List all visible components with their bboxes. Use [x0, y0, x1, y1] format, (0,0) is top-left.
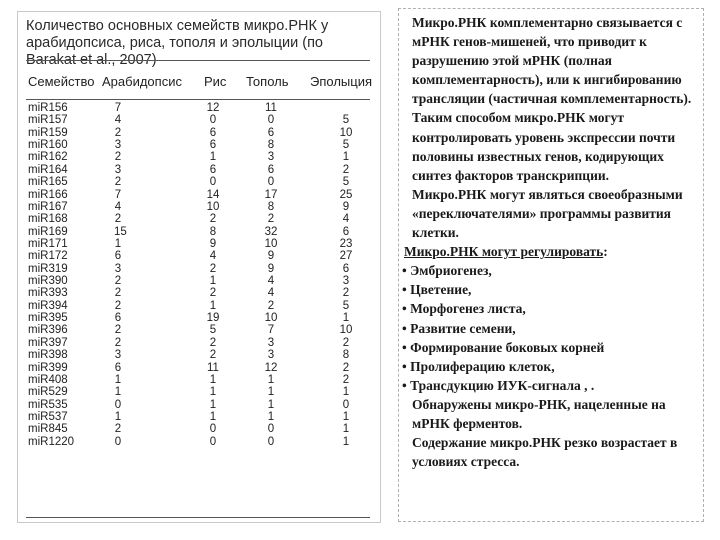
table-row	[18, 176, 382, 188]
cell-poplar: 1	[267, 386, 275, 399]
table-row	[18, 275, 382, 287]
cell-poplar: 7	[267, 324, 275, 337]
cell-poplar: 1	[267, 410, 275, 423]
regulate-label: Микро.РНК могут регулировать	[404, 244, 604, 260]
cell-poplar: 4	[267, 275, 275, 288]
cell-rice: 2	[209, 262, 217, 275]
header-poplar: Тополь	[246, 74, 289, 89]
cell-family: miR535	[28, 398, 68, 411]
table-row	[18, 386, 382, 398]
cell-family: miR398	[28, 349, 68, 362]
header-fourth-species: Эполыция	[310, 74, 373, 89]
cell-rice: 19	[206, 312, 220, 325]
table-row	[18, 189, 382, 201]
cell-poplar: 3	[267, 349, 275, 362]
header-arabidopsis: Арабидопсис	[102, 74, 182, 89]
table-row	[18, 114, 382, 126]
table-row	[18, 349, 382, 361]
table-row	[18, 324, 382, 336]
cell-rice: 1	[209, 410, 217, 423]
table-row	[18, 127, 382, 139]
cell-fourth-species: 4	[342, 213, 350, 226]
cell-family: miR166	[28, 188, 68, 201]
cell-family: miR156	[28, 102, 68, 114]
cell-arabidopsis: 2	[114, 324, 122, 337]
cell-arabidopsis: 2	[114, 287, 122, 300]
regulate-heading	[402, 242, 703, 261]
cell-fourth-species: 2	[342, 361, 350, 374]
cell-poplar: 12	[264, 361, 278, 374]
cell-family: miR319	[28, 262, 68, 275]
cell-fourth-species: 3	[342, 275, 350, 288]
cell-arabidopsis: 1	[114, 373, 122, 386]
cell-family: miR169	[28, 225, 68, 238]
table-row	[18, 250, 382, 262]
table-bottom-rule	[26, 517, 370, 518]
cell-rice: 10	[206, 200, 220, 213]
cell-rice: 6	[209, 139, 217, 152]
table-row	[18, 312, 382, 324]
cell-rice: 0	[209, 435, 217, 448]
bullet-item: • Трансдукцию ИУК-сигнала , .	[402, 377, 595, 393]
cell-family: miR160	[28, 139, 68, 152]
cell-family: miR1220	[28, 435, 75, 448]
cell-family: miR390	[28, 275, 68, 288]
cell-poplar: 10	[264, 237, 278, 250]
cell-fourth-species: 2	[342, 163, 350, 176]
cell-rice: 6	[209, 126, 217, 139]
cell-poplar: 0	[267, 114, 275, 127]
cell-rice: 5	[209, 324, 217, 337]
cell-fourth-species: 6	[342, 225, 350, 238]
cell-family: miR394	[28, 299, 68, 312]
paragraph-expression-control: Таким способом микро.РНК могут контролировать уровень экспрессии почти половины известных генов, кодирующих синтез факторов транскрипции.	[412, 110, 676, 183]
cell-poplar: 6	[267, 126, 275, 139]
cell-arabidopsis: 2	[114, 151, 122, 164]
cell-poplar: 2	[267, 299, 275, 312]
cell-arabidopsis: 2	[114, 213, 122, 226]
cell-rice: 0	[209, 176, 217, 189]
cell-fourth-species: 2	[342, 287, 350, 300]
table-row	[18, 287, 382, 299]
cell-rice: 2	[209, 213, 217, 226]
cell-rice: 14	[206, 188, 220, 201]
cell-arabidopsis: 15	[114, 225, 127, 238]
cell-family: miR167	[28, 200, 68, 213]
cell-arabidopsis: 1	[114, 410, 122, 423]
table-row	[18, 164, 382, 176]
cell-rice: 8	[209, 225, 217, 238]
cell-fourth-species: 8	[342, 349, 350, 362]
table-row	[18, 300, 382, 312]
table-row	[18, 362, 382, 374]
cell-fourth-species: 27	[339, 250, 353, 263]
cell-fourth-species: 9	[342, 200, 350, 213]
table-row	[18, 411, 382, 423]
cell-rice: 0	[209, 423, 217, 436]
cell-family: miR172	[28, 250, 68, 263]
cell-arabidopsis: 6	[114, 361, 122, 374]
table-row	[18, 213, 382, 225]
table-row	[18, 139, 382, 151]
cell-arabidopsis: 0	[114, 398, 122, 411]
regulate-colon: :	[603, 244, 608, 260]
bullet-item: • Пролиферацию клеток,	[402, 358, 555, 374]
cell-rice: 4	[209, 250, 217, 263]
cell-arabidopsis: 7	[114, 102, 122, 114]
cell-poplar: 11	[265, 102, 277, 114]
table-row	[18, 337, 382, 349]
cell-poplar: 10	[264, 312, 278, 325]
cell-fourth-species: 2	[342, 373, 350, 386]
bullet-item: • Эмбриогенез,	[402, 263, 492, 279]
bullet-item: • Формирование боковых корней	[402, 339, 605, 355]
cell-poplar: 2	[267, 213, 275, 226]
cell-fourth-species: 5	[342, 139, 350, 152]
table-row	[18, 399, 382, 411]
cell-family: miR393	[28, 287, 68, 300]
cell-arabidopsis: 7	[114, 188, 122, 201]
text-box	[398, 8, 704, 522]
cell-rice: 11	[207, 361, 219, 374]
cell-arabidopsis: 4	[114, 114, 122, 127]
table-row	[18, 436, 382, 448]
cell-fourth-species: 1	[342, 435, 350, 448]
cell-poplar: 0	[267, 423, 275, 436]
cell-fourth-species: 0	[342, 398, 350, 411]
cell-rice: 1	[209, 398, 217, 411]
cell-family: miR159	[28, 126, 68, 139]
table-row	[18, 226, 382, 238]
cell-rice: 6	[209, 163, 217, 176]
bullet-item: • Развитие семени,	[402, 320, 516, 336]
cell-poplar: 17	[264, 188, 278, 201]
cell-arabidopsis: 3	[114, 139, 122, 152]
cell-poplar: 8	[267, 139, 275, 152]
cell-poplar: 9	[267, 250, 275, 263]
cell-arabidopsis: 2	[114, 126, 122, 139]
cell-poplar: 1	[267, 373, 275, 386]
cell-family: miR845	[28, 423, 68, 436]
cell-rice: 1	[209, 299, 217, 312]
cell-family: miR399	[28, 361, 68, 374]
table-row	[18, 102, 382, 114]
bullet-item: • Цветение,	[402, 282, 472, 298]
table-row	[18, 423, 382, 435]
cell-rice: 1	[209, 373, 217, 386]
cell-arabidopsis: 1	[114, 237, 122, 250]
table-top-rule	[26, 60, 370, 61]
cell-poplar: 6	[267, 163, 275, 176]
cell-poplar: 32	[264, 225, 278, 238]
cell-fourth-species: 1	[342, 423, 350, 436]
bullet-item: • Морфогенез листа,	[402, 301, 526, 317]
cell-arabidopsis: 2	[114, 275, 122, 288]
paragraph-switches: Микро.РНК могут являться своеобразными «переключателями» программы развития клетки.	[412, 186, 683, 241]
cell-fourth-species: 10	[339, 126, 353, 139]
cell-poplar: 3	[267, 151, 275, 164]
cell-rice: 1	[209, 386, 217, 399]
cell-fourth-species: 5	[342, 176, 350, 189]
cell-fourth-species: 1	[342, 312, 350, 325]
cell-poplar: 1	[267, 398, 275, 411]
cell-family: miR162	[28, 151, 68, 164]
cell-family: miR408	[28, 373, 68, 386]
table-header-rule	[26, 99, 370, 100]
cell-poplar: 4	[267, 287, 275, 300]
cell-arabidopsis: 3	[114, 349, 122, 362]
cell-rice: 2	[209, 349, 217, 362]
table-row	[18, 238, 382, 250]
cell-fourth-species: 1	[342, 410, 350, 423]
paragraph-enzymes: Обнаружены микро-РНК, нацеленные на мРНК ферментов.	[412, 396, 666, 431]
cell-arabidopsis: 6	[114, 312, 122, 325]
cell-rice: 1	[209, 151, 217, 164]
header-rice: Рис	[204, 74, 227, 89]
cell-poplar: 3	[267, 336, 275, 349]
cell-family: miR171	[28, 237, 68, 250]
cell-fourth-species: 5	[342, 114, 350, 127]
cell-arabidopsis: 4	[114, 200, 122, 213]
paragraph-complementarity: Микро.РНК комплементарно связывается с мРНК генов-мишеней, что приводит к разрушению этой мРНК (полная комплементарность), или к ингибированию трансляции (частичная комплементарность).	[412, 15, 692, 107]
cell-rice: 2	[209, 336, 217, 349]
cell-family: miR165	[28, 176, 68, 189]
cell-poplar: 9	[267, 262, 275, 275]
cell-rice: 0	[209, 114, 217, 127]
table-row	[18, 374, 382, 386]
cell-fourth-species: 23	[339, 237, 353, 250]
cell-family: miR157	[28, 114, 68, 127]
cell-family: miR537	[28, 410, 68, 423]
cell-arabidopsis: 3	[114, 163, 122, 176]
cell-fourth-species: 25	[339, 188, 353, 201]
cell-family: miR396	[28, 324, 68, 337]
cell-poplar: 8	[267, 200, 275, 213]
table-row	[18, 263, 382, 275]
cell-family: miR397	[28, 336, 68, 349]
cell-poplar: 0	[267, 435, 275, 448]
cell-arabidopsis: 1	[114, 386, 122, 399]
table-row	[18, 151, 382, 163]
paragraph-stress: Содержание микро.РНК резко возрастает в условиях стресса.	[412, 435, 678, 470]
cell-arabidopsis: 2	[114, 336, 122, 349]
cell-poplar: 0	[267, 176, 275, 189]
cell-arabidopsis: 2	[114, 423, 122, 436]
table-caption: Количество основных семейств микро.РНК у арабидопсиса, риса, тополя и эполыции (по Barakat et al., 2007)	[26, 18, 329, 68]
cell-rice: 9	[209, 237, 217, 250]
cell-rice: 1	[209, 275, 217, 288]
cell-rice: 2	[209, 287, 217, 300]
cell-family: miR395	[28, 312, 68, 325]
cell-arabidopsis: 0	[114, 435, 122, 448]
cell-fourth-species: 10	[339, 324, 353, 337]
cell-arabidopsis: 2	[114, 299, 122, 312]
cell-arabidopsis: 6	[114, 250, 122, 263]
cell-family: miR164	[28, 163, 68, 176]
cell-arabidopsis: 2	[114, 176, 122, 189]
cell-fourth-species: 6	[342, 262, 350, 275]
header-family: Семейство	[28, 74, 95, 89]
table-row	[18, 201, 382, 213]
cell-fourth-species: 1	[342, 151, 350, 164]
cell-family: miR168	[28, 213, 68, 226]
cell-fourth-species: 5	[342, 299, 350, 312]
table-body	[18, 102, 382, 448]
cell-family: miR529	[28, 386, 68, 399]
cell-rice: 12	[206, 102, 220, 114]
microrna-table-figure	[17, 11, 381, 523]
cell-fourth-species: 2	[342, 336, 350, 349]
cell-fourth-species: 1	[342, 386, 350, 399]
cell-arabidopsis: 3	[114, 262, 122, 275]
